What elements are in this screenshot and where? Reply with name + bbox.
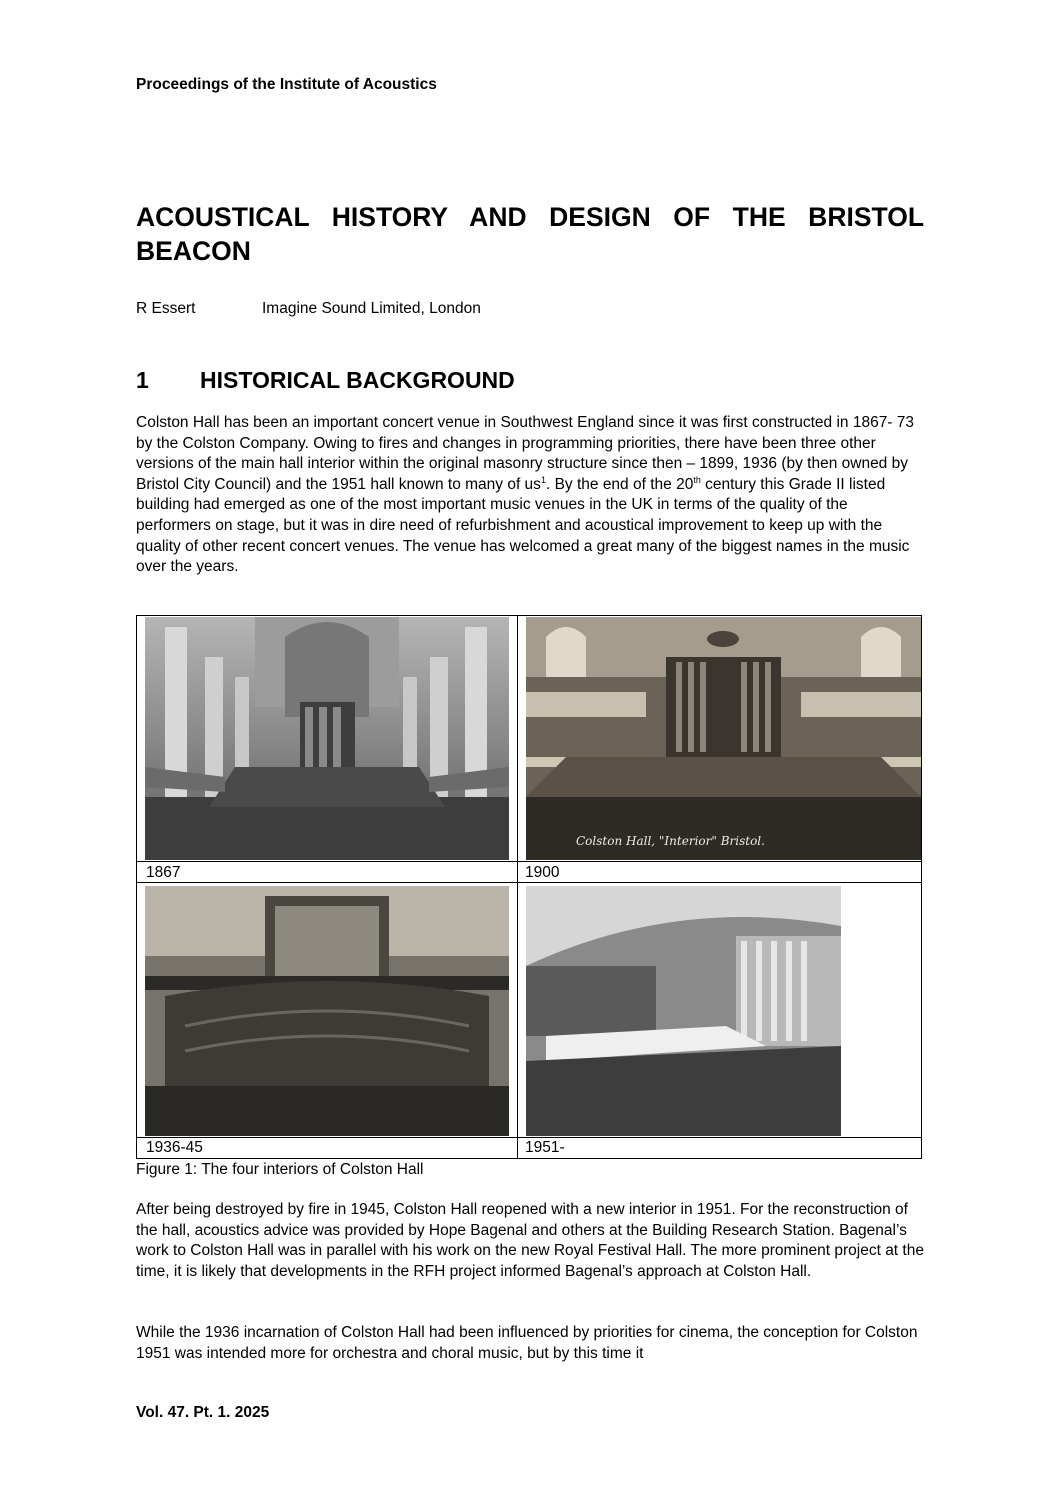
photo-inscription: Colston Hall, "Interior" Bristol. xyxy=(576,834,765,848)
paragraph-3: While the 1936 incarnation of Colston Hall had been influenced by priorities for cinema, the conception for Colston 1951 was intended more for orchestra and choral music, but by this time it xyxy=(136,1324,918,1362)
section-title: HISTORICAL BACKGROUND xyxy=(200,367,515,393)
author-affiliation: Imagine Sound Limited, London xyxy=(262,300,481,317)
volume-footer: Vol. 47. Pt. 1. 2025 xyxy=(136,1404,270,1421)
paper-title: ACOUSTICAL HISTORY AND DESIGN OF THE BRISTOL BEACON xyxy=(136,202,924,266)
photo-1936-45 xyxy=(145,886,509,1136)
photo-1900 xyxy=(526,617,921,860)
table-rule xyxy=(137,882,921,883)
table-vertical-rule xyxy=(517,616,518,1159)
section-number: 1 xyxy=(136,367,149,393)
author-name: R Essert xyxy=(136,300,196,317)
figure-caption: Figure 1: The four interiors of Colston Hall xyxy=(136,1161,424,1178)
paragraph-2: After being destroyed by fire in 1945, Colston Hall reopened with a new interior in 1951. For the reconstruction of the hall, acoustics advice was provided by Hope Bagenal and others at the Building Research Station. Bagenal’s work to Colston Hall was in parallel with his work on the new Royal Festival Hall. The more prominent project at the time, it is likely that developments in the RFH project informed Bagenal’s approach at Colston Hall. xyxy=(136,1201,924,1280)
paragraph-1 xyxy=(136,413,926,578)
panel-label-1936: 1936-45 xyxy=(146,1139,203,1156)
table-rule xyxy=(137,861,921,862)
figure-table xyxy=(136,615,922,1159)
hall-1867-image xyxy=(145,617,509,860)
paragraph-1-text-c: century this Grade II listed building had emerged as one of the most important music venues in the UK in terms of the quality of the performers on stage, but it was in dire need of refurbishment and acoustical improvement to keep up with the quality of other recent concert venues. The venue has welcomed a great many of the biggest names in the music over the years. xyxy=(136,475,910,576)
panel-label-1951: 1951- xyxy=(525,1139,565,1156)
hall-1936-image xyxy=(145,886,509,1136)
photo-1867 xyxy=(145,617,509,860)
ordinal-superscript: th xyxy=(693,474,701,485)
paragraph-1-text-a: Colston Hall has been an important concert venue in Southwest England since it was first constructed in 1867- 73 by the Colston Company. Owing to fires and changes in programming priorities, there have been three other versions of the main hall interior within the original masonry structure since then – 1899, 1936 (by then owned by Bristol City Council) and the 1951 hall known to many of us xyxy=(136,414,915,493)
footnote-ref: 1 xyxy=(540,474,546,485)
photo-1951 xyxy=(526,886,841,1136)
paragraph-1-text-b: . By the end of the 20 xyxy=(545,475,694,493)
panel-label-1900: 1900 xyxy=(525,864,560,881)
table-rule xyxy=(137,1137,921,1138)
panel-label-1867: 1867 xyxy=(146,864,181,881)
hall-1900-image xyxy=(526,617,921,860)
journal-header: Proceedings of the Institute of Acoustics xyxy=(136,76,437,93)
hall-1951-image xyxy=(526,886,841,1136)
